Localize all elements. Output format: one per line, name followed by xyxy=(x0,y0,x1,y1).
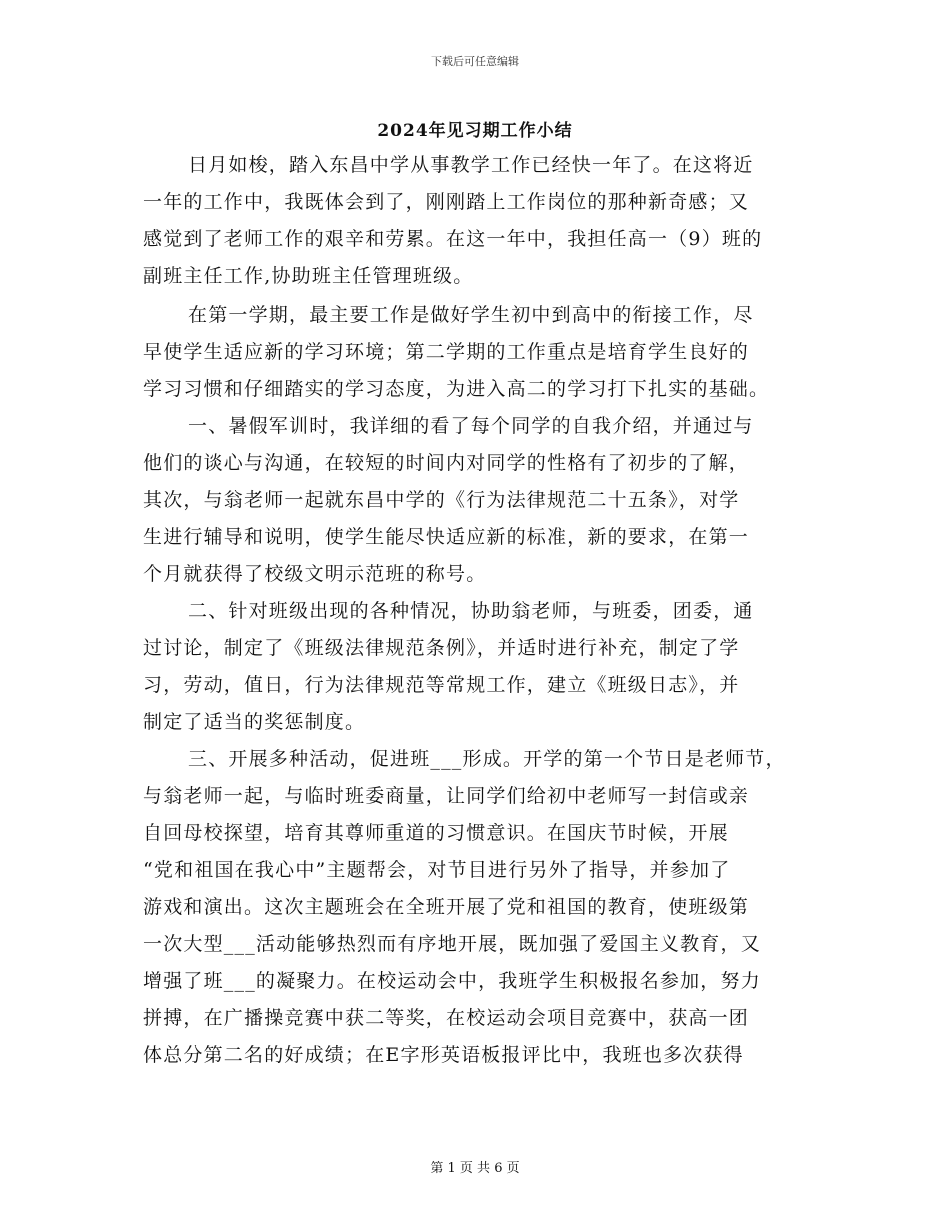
body-line: 二、针对班级出现的各种情况，协助翁老师，与班委，团委，通 xyxy=(188,600,754,622)
header-note: 下载后可任意编辑 xyxy=(431,55,519,68)
body-line: 感觉到了老师工作的艰辛和劳累。在这一年中，我担任高一（9）班的 xyxy=(143,228,763,250)
body-line: 其次，与翁老师一起就东昌中学的《行为法律规范二十五条》，对学 xyxy=(143,489,740,511)
body-line: 在第一学期，最主要工作是做好学生初中到高中的衔接工作，尽 xyxy=(188,304,754,326)
body-line: 一、暑假军训时，我详细的看了每个同学的自我介绍，并通过与 xyxy=(188,415,754,437)
body-line: 过讨论，制定了《班级法律规范条例》，并适时进行补充，制定了学 xyxy=(143,637,740,659)
body-line: 习，劳动，值日，行为法律规范等常规工作，建立《班级日志》，并 xyxy=(143,674,740,696)
body-line: 生进行辅导和说明，使学生能尽快适应新的标准，新的要求，在第一 xyxy=(143,526,750,548)
body-line: 学习习惯和仔细踏实的学习态度，为进入高二的学习打下扎实的基础。 xyxy=(143,378,770,400)
body-line: 游戏和演出。这次主题班会在全班开展了党和祖国的教育，使班级第 xyxy=(143,896,750,918)
body-line: 一年的工作中，我既体会到了，刚刚踏上工作岗位的那种新奇感；又 xyxy=(143,191,750,213)
body-line: “党和祖国在我心中”主题帮会，对节目进行另外了指导，并参加了 xyxy=(143,859,731,881)
body-line: 早使学生适应新的学习环境；第二学期的工作重点是培育学生良好的 xyxy=(143,341,750,363)
body-line: 他们的谈心与沟通，在较短的时间内对同学的性格有了初步的了解， xyxy=(143,452,750,474)
body-line: 拼搏，在广播操竞赛中获二等奖，在校运动会项目竞赛中，获高一团 xyxy=(143,1007,750,1029)
body-line: 自回母校探望，培育其尊师重道的习惯意识。在国庆节时候，开展 xyxy=(143,822,729,844)
document-title: 2024年见习期工作小结 xyxy=(377,121,573,141)
body-line: 个月就获得了校级文明示范班的称号。 xyxy=(143,563,487,585)
page-number: 第 1 页 共 6 页 xyxy=(430,1161,520,1176)
body-line: 三、开展多种活动，促进班___形成。开学的第一个节日是老师节， xyxy=(188,748,786,770)
body-line: 体总分第二名的好成绩；在E字形英语板报评比中，我班也多次获得 xyxy=(143,1044,744,1066)
body-line: 制定了适当的奖惩制度。 xyxy=(143,711,366,733)
body-line: 与翁老师一起，与临时班委商量，让同学们给初中老师写一封信或亲 xyxy=(143,785,750,807)
body-line: 日月如梭，踏入东昌中学从事教学工作已经快一年了。在这将近 xyxy=(188,154,754,176)
body-line: 增强了班___的凝聚力。在校运动会中，我班学生积极报名参加，努力 xyxy=(143,970,761,992)
body-line: 一次大型___活动能够热烈而有序地开展，既加强了爱国主义教育，又 xyxy=(143,933,761,955)
body-line: 副班主任工作,协助班主任管理班级。 xyxy=(143,265,474,287)
